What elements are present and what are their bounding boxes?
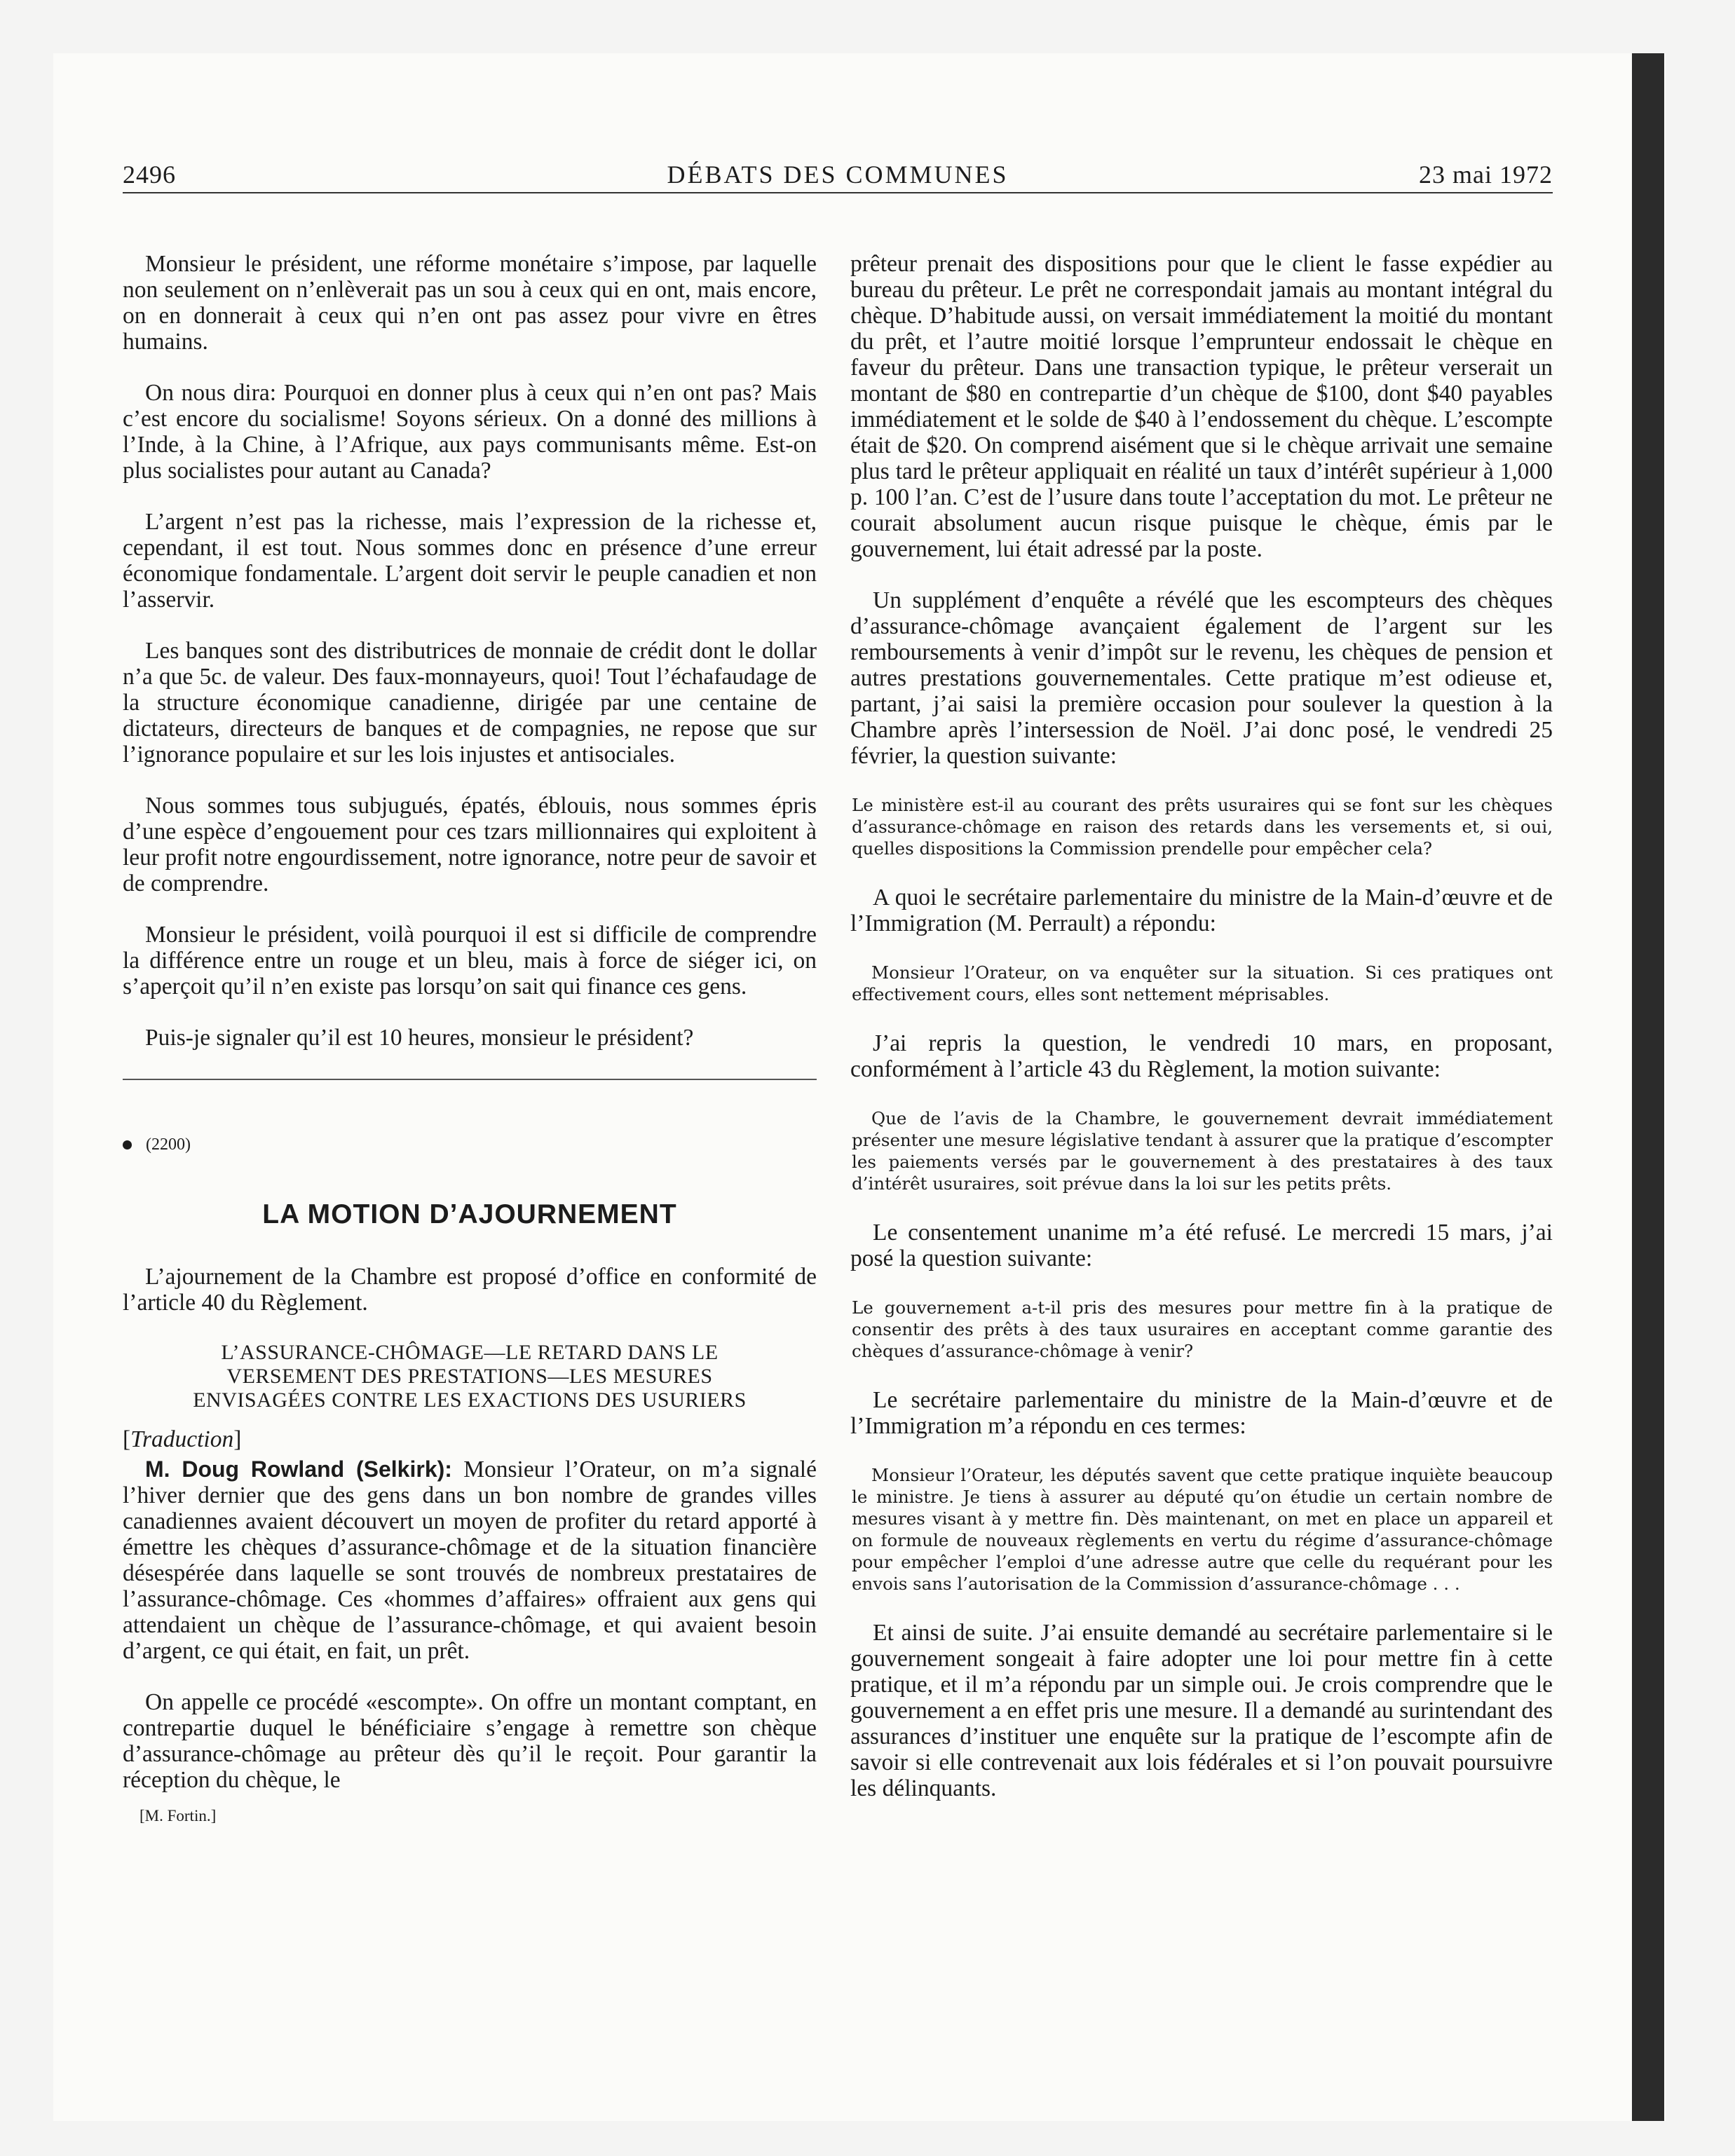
quotation: Le gouvernement a-t-il pris des mesures pour mettre fin à la pratique de consentir des prêts à des taux usuraires en acceptant comme garantie des chèques d’assurance-chômage à venir?: [852, 1297, 1553, 1361]
bullet-icon: [123, 1140, 132, 1149]
left-column: [123, 251, 817, 1829]
translation-label: Traduction: [130, 1426, 234, 1452]
paragraph: prêteur prenait des dispositions pour que le client le fasse expédier au bureau du prêteur. Le prêt ne correspondait jamais au montant intégral du chèque. D’habitude aussi, on versait immédiatement la moitié du montant du prêt, et l’autre moitié lorsque l’emprunteur endossait le chèque en faveur du prêteur. Dans une transaction typique, le prêteur verserait un montant de $80 en contrepartie d’un chèque de $100, dont $40 payables immédiatement et le solde de $40 à l’endossement du chèque. L’escompte était de $20. On comprend aisément que si le chèque arrivait une semaine plus tard le prêteur appliquait en réalité un taux d’intérêt supérieur à 1,000 p. 100 l’an. C’est de l’usure dans toute l’acceptation du mot. Le prêteur ne courait absolument aucun risque puisque le chèque, émis par le gouvernement, lui était adressé par la poste.: [850, 251, 1553, 562]
right-column: [850, 251, 1553, 1827]
speaker-name: M. Doug Rowland (Selkirk):: [145, 1456, 452, 1482]
paragraph: Nous sommes tous subjugués, épatés, éblouis, nous sommes épris d’une espèce d’engouement pour ces tzars millionnaires qui exploitent à leur profit notre engourdissement, notre ignorance, notre peur de savoir et de comprendre.: [123, 793, 817, 896]
page-date: 23 mai 1972: [1419, 161, 1553, 189]
paragraph: Et ainsi de suite. J’ai ensuite demandé au secrétaire parlementaire si le gouvernement songeait à faire adopter une loi pour mettre fin à cette pratique, et il m’a répondu par un simple oui. Je crois comprendre que le gouvernement a en effet pris une mesure. Il a demandé au surintendant des assurances d’instituer une enquête sur la pratique de l’escompte afin de savoir si elle contrevenait aux lois fédérales et si l’on pouvait poursuivre les délinquants.: [850, 1620, 1553, 1801]
subheading-line: L’ASSURANCE-CHÔMAGE—LE RETARD DANS LE: [221, 1341, 719, 1364]
paragraph: Puis-je signaler qu’il est 10 heures, monsieur le président?: [145, 1025, 694, 1051]
page-header: [123, 160, 1553, 196]
subheading-line: ENVISAGÉES CONTRE LES EXACTIONS DES USURIERS: [193, 1389, 747, 1412]
journal-title: DÉBATS DES COMMUNES: [667, 161, 1009, 189]
subheading: [151, 1341, 789, 1412]
quotation: Que de l’avis de la Chambre, le gouvernement devrait immédiatement présenter une mesure législative tendant à assurer que la pratique d’escompter les paiements versés par le gouvernement à des prestataires à des taux d’intérêt usuraires, soit prévue dans la loi sur les petits prêts.: [852, 1108, 1553, 1194]
subheading-line: VERSEMENT DES PRESTATIONS—LES MESURES: [226, 1365, 713, 1388]
speaker-paragraph: [123, 1456, 817, 1664]
footer-note: [M. Fortin.]: [140, 1807, 217, 1824]
quotation: Monsieur l’Orateur, les députés savent que cette pratique inquiète beaucoup le ministre. Je tiens à assurer au député qu’on étudie un certain nombre de mesures visant à y mettre fin. Dès maintenant, on met en place un appareil et on formule de nouveaux règlements en vertu du régime d’assurance-chômage pour empêcher l’emploi d’une adresse autre que celle du requérant pour les envois sans l’autorisation de la Commission d’assurance-chômage . . .: [852, 1465, 1553, 1594]
header-rule: [123, 192, 1553, 193]
scan-edge-bar: [1632, 53, 1664, 2121]
translation-note: [Traduction]: [123, 1426, 242, 1452]
quotation: Le ministère est-il au courant des prêts usuraires qui se font sur les chèques d’assurance-chômage en raison des retards dans les versements et, si oui, quelles dispositions la Commission prendelle pour empêcher cela?: [852, 795, 1553, 859]
timestamp-label: (2200): [146, 1135, 191, 1154]
paragraph: Un supplément d’enquête a révélé que les escompteurs des chèques d’assurance-chômage avançaient également de l’argent sur les remboursements à venir d’impôt sur le revenu, les chèques de pension et autres prestations gouvernementales. Cette pratique m’est odieuse et, partant, j’ai saisi la première occasion pour soulever la question à la Chambre après l’intersession de Noël. J’ai donc posé, le vendredi 25 février, la question suivante:: [850, 587, 1553, 769]
paragraph: L’ajournement de la Chambre est proposé d’office en conformité de l’article 40 du Règlement.: [123, 1264, 817, 1316]
paragraph: Les banques sont des distributrices de monnaie de crédit dont le dollar n’a que 5c. de valeur. Des faux-monnayeurs, quoi! Tout l’échafaudage de la structure économique canadienne, dirigée par une centaine de dictateurs, directeurs de banques et de compagnies, ne repose que sur l’ignorance populaire et sur les lois injustes et antisociales.: [123, 638, 817, 767]
section-title: LA MOTION D’AJOURNEMENT: [262, 1199, 677, 1229]
paragraph: Monsieur le président, voilà pourquoi il est si difficile de comprendre la différence entre un rouge et un bleu, mais à force de siéger ici, on s’aperçoit qu’il n’en existe pas lorsqu’on sait qui finance ces gens.: [123, 922, 817, 999]
paragraph: On appelle ce procédé «escompte». On offre un montant comptant, en contrepartie duquel le bénéficiaire s’engage à remettre son chèque d’assurance-chômage au prêteur dès qu’il le reçoit. Pour garantir la réception du chèque, le: [123, 1689, 817, 1793]
timestamp: [123, 1132, 817, 1158]
page-number: 2496: [123, 161, 176, 189]
paragraph: Monsieur le président, une réforme monétaire s’impose, par laquelle non seulement on n’enlèverait pas un sou à ceux qui en ont, mais encore, on en donnerait à ceux qui n’en ont pas assez pour vivre en êtres humains.: [123, 251, 817, 355]
paragraph: Le consentement unanime m’a été refusé. Le mercredi 15 mars, j’ai posé la question suivante:: [850, 1220, 1553, 1271]
paragraph: J’ai repris la question, le vendredi 10 mars, en proposant, conformément à l’article 43 du Règlement, la motion suivante:: [850, 1030, 1553, 1082]
paragraph: L’argent n’est pas la richesse, mais l’expression de la richesse et, cependant, il est tout. Nous sommes donc en présence d’une erreur économique fondamentale. L’argent doit servir le peuple canadien et non l’asservir.: [123, 509, 817, 613]
speaker-text: Monsieur l’Orateur, on m’a signalé l’hiver dernier que des gens dans un bon nombre de grandes villes canadiennes avaient découvert un moyen de profiter du retard apporté à émettre les chèques d’assurance-chômage et de la situation financière désespérée dans laquelle se sont trouvés de nombreux prestataires de l’assurance-chômage. Ces «hommes d’affaires» offraient aux gens qui attendaient un chèque de l’assurance-chômage, et qui avaient besoin d’argent, ce qui était, en fait, un prêt.: [123, 1456, 817, 1664]
quotation: Monsieur l’Orateur, on va enquêter sur la situation. Si ces pratiques ont effectivement cours, elles sont nettement méprisables.: [852, 962, 1553, 1004]
paragraph: Le secrétaire parlementaire du ministre de la Main-d’œuvre et de l’Immigration m’a répondu en ces termes:: [850, 1387, 1553, 1439]
section-divider: [123, 1079, 817, 1080]
paragraph: On nous dira: Pourquoi en donner plus à ceux qui n’en ont pas? Mais c’est encore du socialisme! Soyons sérieux. On a donné des millions à l’Inde, à la Chine, à l’Afrique, aux pays communisants même. Est-on plus socialistes pour autant au Canada?: [123, 380, 817, 484]
paragraph: A quoi le secrétaire parlementaire du ministre de la Main-d’œuvre et de l’Immigration (M. Perrault) a répondu:: [850, 885, 1553, 936]
